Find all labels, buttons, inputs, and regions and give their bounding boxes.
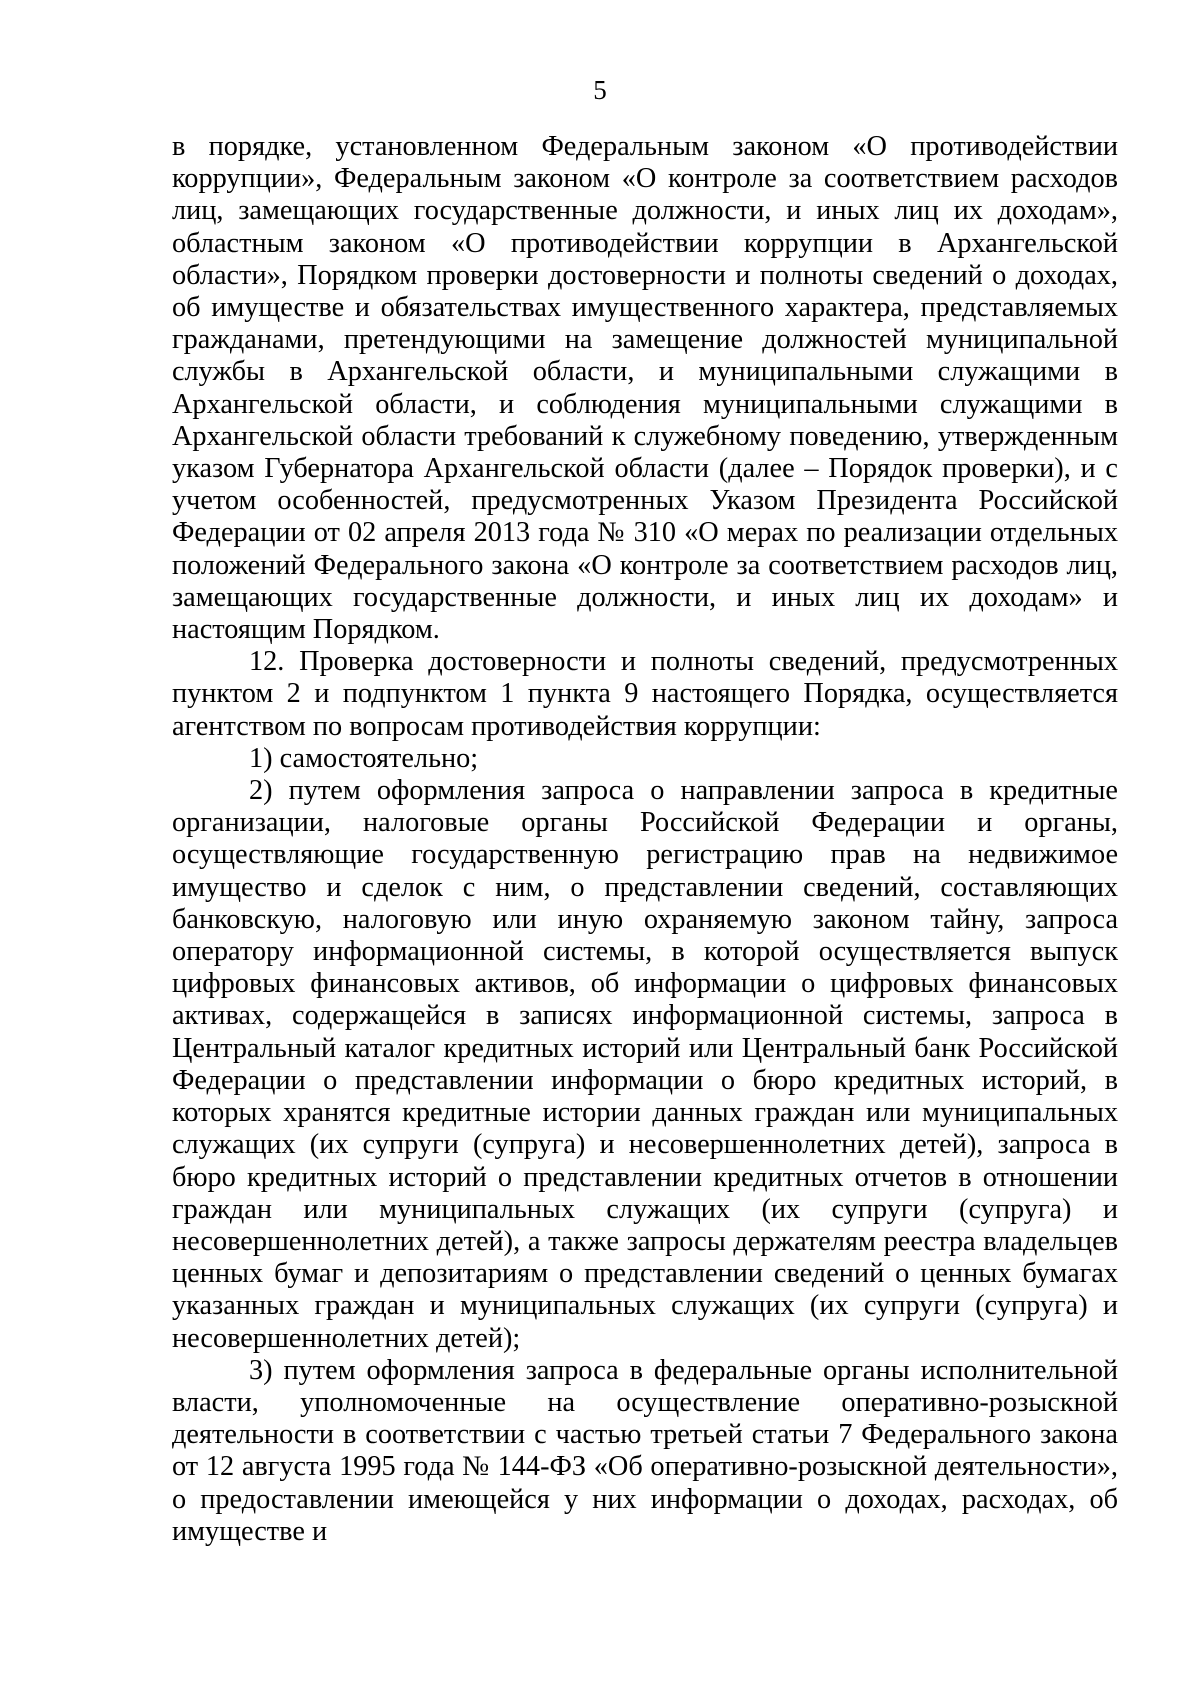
paragraph-continuation: в порядке, установленном Федеральным законом «О противодействии коррупции», Федеральным законом «О контроле за соответствием расходов лиц, замещающих государственные должности, и иных лиц их доходам», областным законом «О противодействии коррупции в Архангельской области», Порядком проверки достоверности и полноты сведений о доходах, об имуществе и обязательствах имущественного характера, представляемых гражданами, претендующими на замещение должностей муниципальной службы в Архангельской области, и муниципальными служащими в Архангельской области, и соблюдения муниципальными служащими в Архангельской области требований к служебному поведению, утвержденным указом Губернатора Архангельской области (далее – Порядок проверки), и с учетом особенностей, предусмотренных Указом Президента Российской Федерации от 02 апреля 2013 года № 310 «О мерах по реализации отдельных положений Федерального закона «О контроле за соответствием расходов лиц, замещающих государственные должности, и иных лиц их доходам» и настоящим Порядком. (172, 131, 1118, 646)
page-number: 5 (593, 75, 607, 105)
paragraph-subitem-1: 1) самостоятельно; (249, 742, 479, 774)
document-body (172, 131, 1118, 1548)
paragraph-subitem-2: 2) путем оформления запроса о направлении запроса в кредитные организации, налоговые органы Российской Федерации и органы, осуществляющие государственную регистрацию прав на недвижимое имущество и сделок с ним, о представлении сведений, составляющих банковскую, налоговую или иную охраняемую законом тайну, запроса оператору информационной системы, в которой осуществляется выпуск цифровых финансовых активов, об информации о цифровых финансовых активах, содержащейся в записях информационной системы, запроса в Центральный каталог кредитных историй или Центральный банк Российской Федерации о представлении информации о бюро кредитных историй, в которых хранятся кредитные истории данных граждан или муниципальных служащих (их супруги (супруга) и несовершеннолетних детей), запроса в бюро кредитных историй о представлении кредитных отчетов в отношении граждан или муниципальных служащих (их супруги (супруга) и несовершеннолетних детей), а также запросы держателям реестра владельцев ценных бумаг и депозитариям о представлении сведений о ценных бумагах указанных граждан и муниципальных служащих (их супруги (супруга) и несовершеннолетних детей); (172, 775, 1118, 1354)
paragraph-subitem-3: 3) путем оформления запроса в федеральные органы исполнительной власти, уполномоченные на осуществление оперативно-розыскной деятельности в соответствии с частью третьей статьи 7 Федерального закона от 12 августа 1995 года № 144-ФЗ «Об оперативно-розыскной деятельности», о предоставлении имеющейся у них информации о доходах, расходах, об имуществе и (172, 1354, 1118, 1547)
paragraph-item-12: 12. Проверка достоверности и полноты сведений, предусмотренных пунктом 2 и подпунктом 1 пункта 9 настоящего Порядка, осуществляется агентством по вопросам противодействия коррупции: (172, 646, 1118, 742)
